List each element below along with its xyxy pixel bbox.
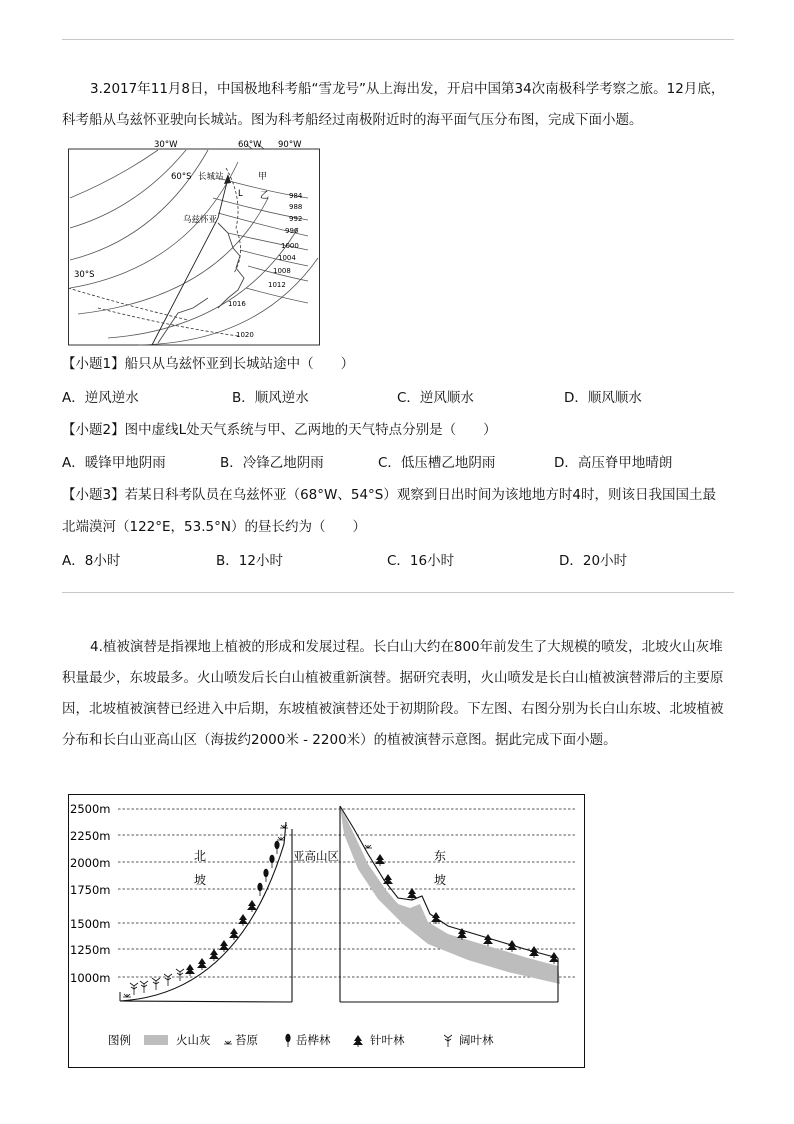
legend-broadleaf: 阔叶林	[459, 1033, 494, 1047]
map-lon-30w: 30°W	[154, 140, 178, 150]
q3-sub3-stem-2: 北端漠河（122°E，53.5°N）的昼长约为（ ）	[62, 519, 366, 535]
option-d[interactable]: D．高压脊甲地晴朗	[554, 455, 673, 471]
map-station-label: 长城站	[198, 172, 224, 182]
option-b[interactable]: B．冷锋乙地阴雨	[220, 455, 324, 471]
option-c[interactable]: C．16小时	[387, 553, 455, 569]
y-label-1250: 1250m	[70, 943, 111, 957]
q3-sub1-stem: 【小题1】船只从乌兹怀亚到长城站途中（ ）	[62, 356, 355, 372]
option-b[interactable]: B．12小时	[216, 553, 283, 569]
vegetation-figure	[68, 794, 585, 1068]
legend-ash-swatch	[144, 1035, 168, 1045]
isobar-label: 1012	[268, 281, 286, 289]
option-a[interactable]: A．8小时	[62, 553, 121, 569]
q3-sub2-stem: 【小题2】图中虚线L处天气系统与甲、乙两地的天气特点分别是（ ）	[62, 422, 497, 438]
q4-intro: 4.植被演替是指裸地上植被的形成和发展过程。长白山大约在800年前发生了大规模的喷发，北坡火山灰堆积量最少，东坡最多。火山喷发后长白山植被重新演替。据研究表明，火山喷发是长白山植被演替滞后的主要原因，北坡植被演替已经进入中后期，东坡植被演替还处于初期阶段。下左图、右图分别为长白山东坡、北坡植被分布和长白山亚高山区（海拔约2000米 - 2200米）的植被演替示意图。据此完成下面小题。	[62, 639, 724, 748]
map-lon-60w: 60°W	[238, 140, 262, 150]
option-a[interactable]: A．暖锋甲地阴雨	[62, 455, 166, 471]
map-yi-label: 乙	[260, 191, 270, 201]
isobar-label: 1008	[273, 267, 291, 275]
north-label-2: 坡	[194, 873, 207, 887]
top-divider	[62, 39, 734, 40]
option-a[interactable]: A．逆风逆水	[62, 390, 139, 406]
legend-ash: 火山灰	[176, 1033, 211, 1047]
y-label-1500: 1500m	[70, 917, 111, 931]
option-c[interactable]: C．逆风顺水	[397, 390, 474, 406]
isobar-label: 988	[289, 203, 303, 211]
section-divider	[62, 592, 734, 593]
isobar-label: 1016	[228, 300, 246, 308]
legend-birch: 岳桦林	[296, 1033, 331, 1047]
east-label-1: 东	[434, 849, 447, 863]
map-lat-30s: 30°S	[74, 270, 95, 280]
pressure-map	[68, 138, 320, 346]
option-d[interactable]: D．顺风顺水	[564, 390, 642, 406]
map-jia-label: 甲	[258, 172, 268, 182]
isobar-label: 1020	[236, 331, 254, 339]
map-lon-90w: 90°W	[278, 140, 302, 150]
option-c[interactable]: C．低压槽乙地阴雨	[378, 455, 496, 471]
y-label-1750: 1750m	[70, 883, 111, 897]
option-b[interactable]: B．顺风逆水	[232, 390, 309, 406]
q3-sub3-stem-1: 【小题3】若某日科考队员在乌兹怀亚（68°W、54°S）观察到日出时间为该地地方时4时，则该日我国国土最	[62, 487, 716, 503]
legend-title: 图例	[108, 1033, 131, 1047]
east-label-2: 坡	[434, 873, 447, 887]
isobar-label: 992	[289, 215, 303, 223]
legend-tundra: 苔原	[235, 1033, 258, 1047]
q3-intro: 3.2017年11月8日，中国极地科考船“雪龙号”从上海出发，开启中国第34次南极科学考察之旅。12月底，科考船从乌兹怀亚驶向长城站。图为科考船经过南极附近时的海平面气压分布图，完成下面小题。	[62, 81, 725, 128]
map-L-label: L	[238, 189, 243, 199]
isobar-label: 1000	[281, 242, 299, 250]
y-label-1000: 1000m	[70, 971, 111, 985]
legend-conifer: 针叶林	[370, 1033, 405, 1047]
option-d[interactable]: D．20小时	[559, 553, 628, 569]
y-label-2250: 2250m	[70, 829, 111, 843]
map-lat-60s: 60°S	[171, 172, 192, 182]
y-label-2000: 2000m	[70, 856, 111, 870]
isobar-label: 996	[285, 227, 299, 235]
isobar-label: 1004	[278, 254, 296, 262]
y-label-2500: 2500m	[70, 802, 111, 816]
isobar-label: 984	[289, 192, 303, 200]
subalpine-label: 亚高山区	[293, 849, 339, 863]
map-city-label: 乌兹怀亚	[183, 215, 218, 225]
north-label-1: 北	[194, 849, 207, 863]
